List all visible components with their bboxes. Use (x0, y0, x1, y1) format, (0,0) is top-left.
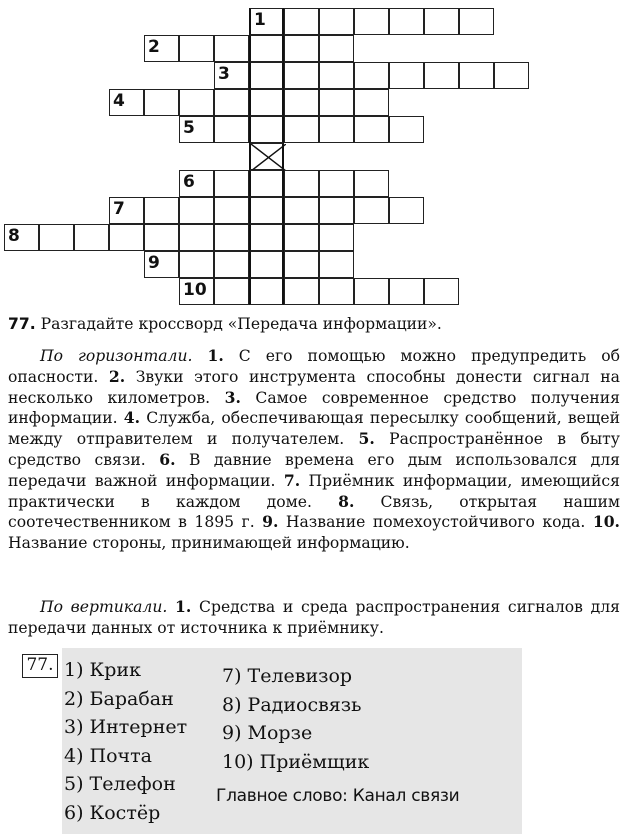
task-title (8, 314, 620, 335)
crossword-cell[interactable] (214, 35, 249, 62)
crossword-cell[interactable] (354, 197, 389, 224)
crossword-cell[interactable] (214, 278, 249, 305)
crossword-cell[interactable] (179, 89, 214, 116)
crossword-cell[interactable] (389, 116, 424, 143)
crossword-cell[interactable] (389, 278, 424, 305)
crossword-cell[interactable] (179, 170, 214, 197)
clue-number: 2. (108, 366, 126, 386)
clue-text: В давние времена его дым использовался для передачи важной информации. (8, 450, 620, 490)
crossword-cell[interactable] (459, 8, 494, 35)
crossword-cell[interactable] (389, 62, 424, 89)
crossword-cell[interactable] (319, 89, 354, 116)
crossword-cell[interactable] (214, 62, 249, 89)
crossword-cell[interactable] (249, 8, 284, 35)
crossword-cell[interactable] (214, 89, 249, 116)
crossword-cell[interactable] (319, 197, 354, 224)
clue-text: Служба, обеспечивающая пересылку сообщений, вещей между отправителем и получателем. (8, 409, 620, 449)
clue-number: 2 (148, 37, 160, 57)
crossword-cell[interactable] (179, 251, 214, 278)
crossword-cell[interactable] (214, 197, 249, 224)
crossword-cell[interactable] (284, 89, 319, 116)
crossword-cell[interactable] (389, 197, 424, 224)
crossword-cell[interactable] (249, 251, 284, 278)
crossword-cell[interactable] (354, 89, 389, 116)
crossword-cell[interactable] (459, 62, 494, 89)
clue-text: Название помехоустойчивого кода. (285, 513, 586, 532)
crossword-cell[interactable] (319, 278, 354, 305)
task-number: 77. (8, 315, 36, 333)
horizontal-clues (8, 346, 620, 554)
answer-item: 3) Интернет (64, 716, 188, 738)
clue-number: 6 (183, 172, 195, 192)
crossword-cell[interactable] (39, 224, 74, 251)
horizontal-heading: По горизонтали. (40, 347, 193, 365)
crossword-cell[interactable] (319, 62, 354, 89)
crossword-cell[interactable] (284, 62, 319, 89)
crossword-cell[interactable] (74, 224, 109, 251)
answer-item: 4) Почта (64, 744, 152, 767)
crossword-cell[interactable] (109, 197, 144, 224)
crossword-cell[interactable] (319, 170, 354, 197)
clue-number: 5 (183, 118, 195, 138)
crossword-cell[interactable] (109, 224, 144, 251)
crossword-cell[interactable] (424, 278, 459, 305)
crossword-cell[interactable] (284, 35, 319, 62)
clue-number: 9. (262, 512, 279, 532)
clue-text: С его помощью можно предупредить об опасности. (8, 347, 620, 386)
clue-number: 1. (207, 346, 224, 365)
crossword-cell[interactable] (354, 62, 389, 89)
clue-number: 10. (592, 512, 620, 532)
main-word: Главное слово: Канал связи (216, 786, 460, 806)
clue-number: 7 (113, 199, 125, 219)
answer-item: 1) Крик (64, 659, 141, 681)
crossword-cell[interactable] (494, 62, 529, 89)
clue-number: 8 (8, 226, 20, 246)
crossword-cell[interactable] (249, 170, 284, 197)
crossword-grid (0, 0, 632, 305)
crossword-cell[interactable] (214, 224, 249, 251)
clue-text: Приёмник информации, имеющийся практически в каждом доме. (8, 471, 620, 511)
crossword-cell[interactable] (249, 224, 284, 251)
crossword-cell[interactable] (179, 224, 214, 251)
clue-text: Самое современное средство получения информации. (8, 388, 620, 428)
clue-number: 7. (283, 470, 301, 490)
crossword-cell[interactable] (354, 8, 389, 35)
crossword-cell[interactable] (284, 116, 319, 143)
crossword-cell[interactable] (284, 251, 319, 278)
crossword-cell[interactable] (144, 224, 179, 251)
crossword-cell[interactable] (144, 35, 179, 62)
crossword-cell[interactable] (214, 116, 249, 143)
clue-number: 3. (224, 387, 241, 407)
answer-item: 6) Костёр (64, 801, 161, 824)
crossword-cell[interactable] (354, 116, 389, 143)
task-title-text: Разгадайте кроссворд «Передача информации». (40, 315, 442, 333)
clue-number: 1. (175, 597, 192, 616)
crossword-cell[interactable] (319, 224, 354, 251)
answer-item: 2) Барабан (64, 687, 174, 710)
crossword-cell[interactable] (144, 89, 179, 116)
crossword-cell[interactable] (179, 35, 214, 62)
answer-item: 8) Радиосвязь (222, 693, 362, 716)
crossword-cell[interactable] (249, 197, 284, 224)
crossword-cell[interactable] (249, 116, 284, 143)
crossword-cell[interactable] (424, 62, 459, 89)
crossword-cell[interactable] (284, 170, 319, 197)
crossword-cell[interactable] (354, 278, 389, 305)
answer-item: 7) Телевизор (222, 665, 353, 687)
clue-number: 3 (218, 64, 230, 84)
crossword-cell[interactable] (179, 278, 214, 305)
crossword-cell[interactable] (424, 8, 459, 35)
crossword-cell[interactable] (249, 62, 284, 89)
crossword-cell[interactable] (319, 8, 354, 35)
crossword-cell[interactable] (319, 116, 354, 143)
clue-text: Средства и среда распространения сигналов для передачи данных от источника к приёмнику. (8, 598, 620, 637)
crossword-cell[interactable] (4, 224, 39, 251)
clue-text: Звуки этого инструмента способны донести сигнал на несколько километров. (8, 367, 620, 407)
crossword-cell[interactable] (284, 8, 319, 35)
crossword-cell[interactable] (389, 8, 424, 35)
crossword-cell[interactable] (144, 251, 179, 278)
answer-item: 10) Приёмщик (222, 750, 370, 773)
crossword-cell[interactable] (214, 170, 249, 197)
crossword-cell[interactable] (179, 116, 214, 143)
crossword-cell[interactable] (284, 224, 319, 251)
crossword-cell[interactable] (179, 197, 214, 224)
answers-left-column (64, 656, 187, 827)
answer-item: 5) Телефон (64, 773, 176, 795)
crossword-cell[interactable] (109, 89, 144, 116)
clue-number: 9 (148, 253, 160, 273)
crossword-cell[interactable] (319, 251, 354, 278)
crossword-cell[interactable] (249, 35, 284, 62)
clue-number: 4 (113, 91, 125, 111)
crossword-cell[interactable] (284, 278, 319, 305)
clue-text: Название стороны, принимающей информацию. (8, 534, 410, 553)
clue-number: 6. (159, 449, 176, 469)
clue-number: 1 (254, 10, 266, 30)
clue-text: Распространённое в быту средство связи. (8, 430, 620, 469)
crossword-cell[interactable] (354, 170, 389, 197)
crossword-cell[interactable] (214, 251, 249, 278)
answers-badge: 77. (22, 654, 58, 678)
vertical-clues (8, 597, 620, 639)
crossword-cell[interactable] (249, 278, 284, 305)
answer-item: 9) Морзе (222, 722, 313, 744)
clue-number: 5. (358, 429, 375, 449)
crossword-cell[interactable] (144, 197, 179, 224)
clue-number: 4. (123, 408, 141, 428)
crossword-cell[interactable] (284, 197, 319, 224)
crossword-cell (249, 143, 284, 170)
blocked-cell-icon (251, 144, 286, 171)
crossword-cell[interactable] (249, 89, 284, 116)
answers-right-column (222, 662, 369, 776)
crossword-cell[interactable] (319, 35, 354, 62)
clue-text: Связь, открытая нашим соотечественником в 1895 г. (8, 492, 620, 532)
clue-number: 10 (183, 280, 207, 300)
vertical-heading: По вертикали. (40, 598, 168, 616)
clue-number: 8. (338, 491, 355, 511)
